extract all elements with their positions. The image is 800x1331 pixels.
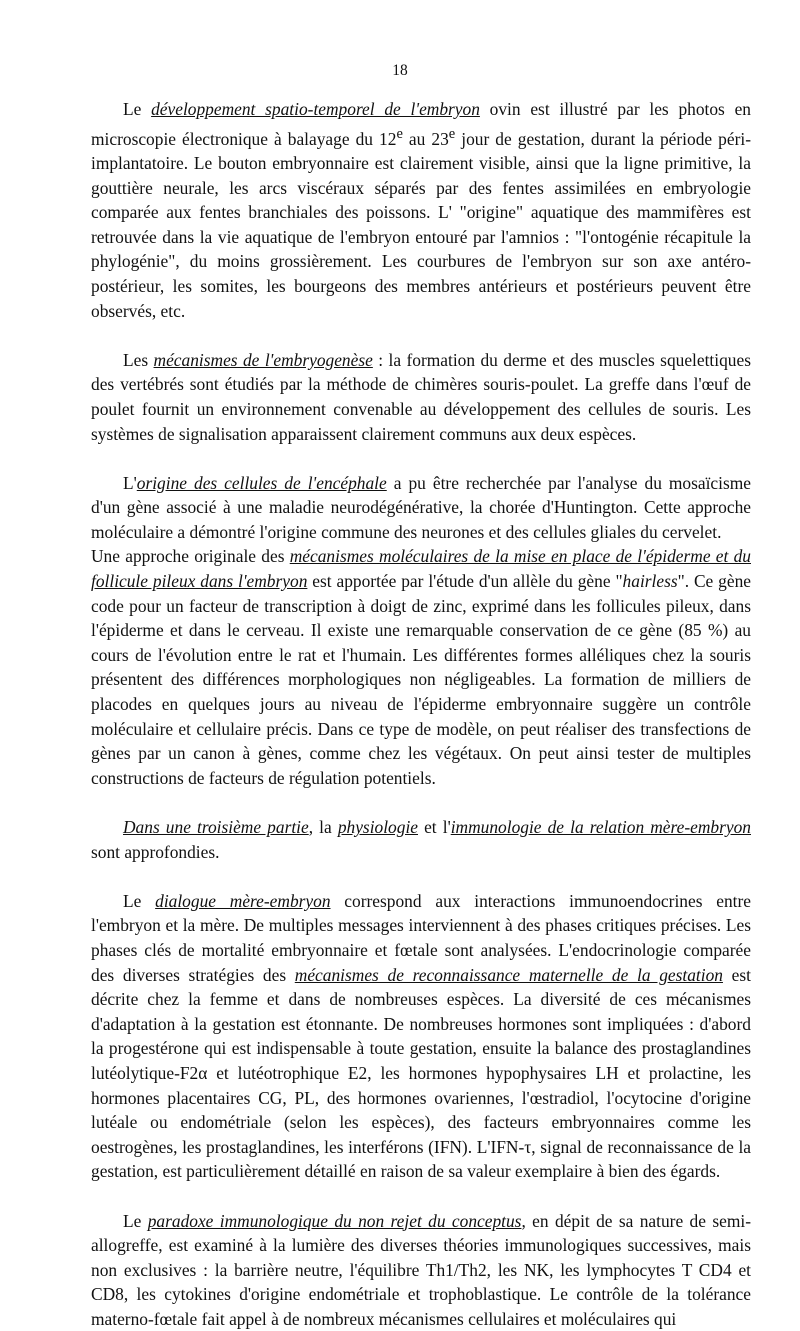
- emphasis-topic: mécanismes moléculaires de la mise en place de l'épiderme et du follicule pileux dans l'embryon: [91, 546, 751, 592]
- paragraph-mother-embryo-dialogue: [91, 889, 751, 1184]
- text-segment: Les: [123, 349, 154, 370]
- superscript: e: [396, 125, 403, 142]
- text-segment: , la: [308, 817, 338, 838]
- paragraph-immunological-paradox: [91, 1209, 751, 1331]
- text-segment: Le: [123, 890, 156, 911]
- emphasis-topic: mécanismes de reconnaissance maternelle de la gestation: [294, 964, 723, 985]
- emphasis-topic: mécanismes de l'embryogenèse: [153, 349, 373, 370]
- paragraph-embryogenesis: [91, 348, 751, 446]
- page-number: 18: [392, 62, 408, 79]
- text-segment: jour de gestation, durant la période péri-implantatoire. Le bouton embryonnaire est clairement visible, ainsi que la ligne primitive, la gouttière neurale, les arcs viscéraux séparés par des fentes assimilées en embryologie comparée aux fentes branchiales des poissons. L' "origine" aquatique des mammifères est retrouvée dans la vie aquatique de l'embryon entouré par l'amnios : "l'ontogénie récapitule la phylogénie", du moins grossièrement. Les courbures de l'embryon sur son axe antéro-postérieur, les somites, les bourgeons des membres antérieurs et postérieurs peuvent être observés, etc.: [91, 128, 751, 321]
- paragraph-encephalon-origin: [91, 471, 751, 545]
- emphasis-gene: hairless: [622, 571, 678, 592]
- text-segment: Le: [123, 1210, 148, 1231]
- text-segment: au 23: [402, 128, 449, 149]
- text-segment: L': [123, 472, 137, 493]
- text-segment: ". Ce gène code pour un facteur de transcription à doigt de zinc, exprimé dans les follicules pileux, dans l'épiderme et dans le cerveau. Il existe une remarquable conservation de ce gène (85 %) au cours de l'évolution entre le rat et l'humain. Les différentes formes alléliques chez la souris présentent des différences morphologiques non négligeables. La formation de milliers de placodes en quelques jours au niveau de l'épiderme embryonnaire suggère un contrôle moléculaire et cellulaire précis. Dans ce type de modèle, on peut réaliser des transfections de gènes par un canon à gènes, comme chez les végétaux. On peut ainsi tester de multiples constructions de facteurs de régulation potentiels.: [91, 571, 751, 788]
- text-segment: a pu être recherchée par l'analyse du mosaïcisme d'un gène associé à une maladie neurodégénérative, la chorée d'Huntington. Cette approche moléculaire a démontré l'origine commune des neurones et des cellules gliales du cervelet.: [91, 472, 751, 542]
- text-segment: et l': [418, 817, 451, 838]
- paragraph-epidermis-mechanisms: [91, 544, 751, 790]
- emphasis-topic: immunologie de la relation mère-embryon: [450, 817, 751, 838]
- text-segment: : la formation du derme et des muscles squelettiques des vertébrés sont étudiés par la méthode de chimères souris-poulet. La greffe dans l'œuf de poulet fournit un environnement convenable au développement des cellules de souris. Les systèmes de signalisation apparaissent clairement communs aux deux espèces.: [91, 349, 751, 444]
- emphasis-topic: développement spatio-temporel de l'embryon: [151, 99, 480, 119]
- text-segment: est apportée par l'étude d'un allèle du gène ": [307, 571, 623, 592]
- document-body: [91, 97, 751, 1331]
- emphasis-topic: paradoxe immunologique du non rejet du conceptus: [147, 1210, 522, 1231]
- paragraph-third-part: [91, 815, 751, 864]
- text-segment: Une approche originale des: [91, 546, 290, 567]
- emphasis-topic: dialogue mère-embryon: [155, 890, 331, 911]
- text-segment: correspond aux interactions immunoendocrines entre l'embryon et la mère. De multiples messages interviennent à des phases critiques précises. Les phases clés de mortalité embryonnaire et fœtale sont analysées. L'endocrinologie comparée des diverses stratégies des: [91, 890, 751, 985]
- paragraph-embryo-development: [91, 97, 751, 323]
- text-segment: , en dépit de sa nature de semi-allogreffe, est examiné à la lumière des diverses théories immunologiques successives, mais non exclusives : la barrière neutre, l'équilibre Th1/Th2, les NK, les lymphocytes T CD4 et CD8, les cytokines d'origine endométriale et trophoblastique. Le contrôle de la tolérance materno-fœtale fait appel à de nombreux mécanismes cellulaires et moléculaires qui: [91, 1210, 751, 1329]
- superscript: e: [448, 125, 456, 142]
- text-segment: est décrite chez la femme et dans de nombreuses espèces. La diversité de ces mécanismes d'adaptation à la gestation est étonnante. De nombreuses hormones sont impliquées : d'abord la progestérone qui est indispensable à toute gestation, ensuite la balance des prostaglandines lutéolytique-F2α et lutéotrophique E2, les hormones hypophysaires LH et prolactine, les hormones placentaires CG, PL, des hormones ovariennes, l'œstradiol, l'ocytocine d'origine lutéale ou endométriale (selon les espèces), des facteurs embryonnaires comme les oestrogènes, les prostaglandines, les interférons (IFN). L'IFN-τ, signal de reconnaissance de la gestation, est particulièrement détaillé en raison de sa valeur exemplaire à bien des égards.: [91, 964, 751, 1182]
- emphasis-topic: physiologie: [337, 817, 418, 838]
- emphasis-topic: origine des cellules de l'encéphale: [136, 472, 387, 493]
- emphasis-topic: Dans une troisième partie: [123, 817, 309, 838]
- text-segment: sont approfondies.: [91, 841, 220, 862]
- text-segment: Le: [123, 99, 152, 119]
- text-segment: ovin est illustré par les photos en microscopie électronique à balayage du 12: [91, 99, 751, 149]
